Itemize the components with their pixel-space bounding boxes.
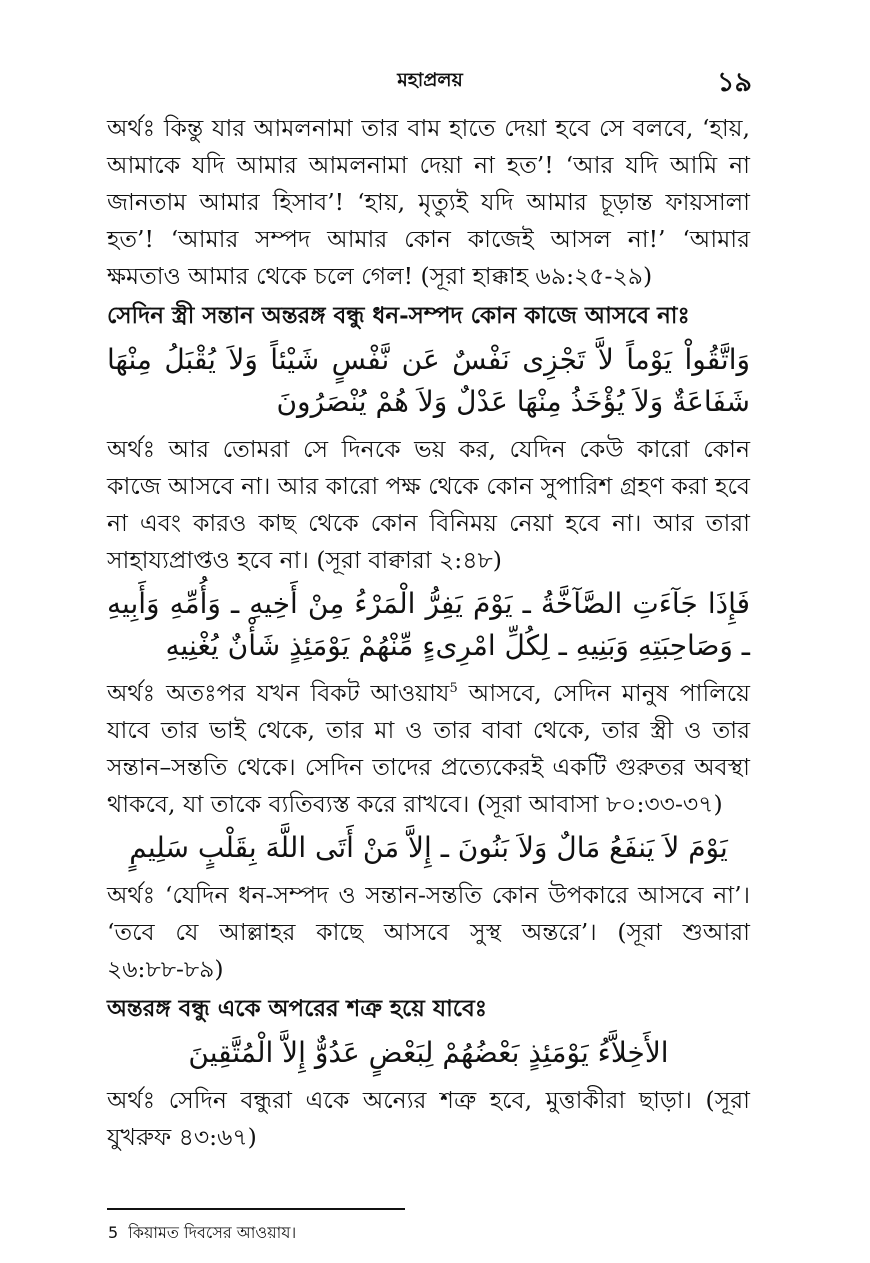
arabic-verse: وَاتَّقُواْ يَوْماً لاَّ تَجْزِى نَفْسٌ عَن نَّفْسٍ شَيْئاً وَلاَ يُقْبَلُ مِنْهَا شَفَاعَةٌ وَلاَ يُؤْخَذُ مِنْهَا عَدْلٌ وَلاَ هُمْ يُنْصَرُونَ	[107, 343, 750, 418]
page-header	[108, 62, 752, 96]
footnote-text: কিয়ামত দিবসের আওয়ায।	[128, 1223, 297, 1242]
arabic-verse: فَإِذَا جَآءَتِ الصَّآخَّةُ ـ يَوْمَ يَفِرُّ الْمَرْءُ مِنْ أَخِيهِ ـ وَأُمِّهِ وَأَبِيهِ ـ وَصَاحِبَتِهِ وَبَنِيهِ ـ لِكُلِّ امْرِىءٍ مِّنْهُمْ يَوْمَئِذٍ شَأْنٌ يُغْنِيهِ	[107, 587, 750, 662]
section-heading: অন্তরঙ্গ বন্ধু একে অপরের শত্রু হয়ে যাবেঃ	[107, 995, 488, 1022]
paragraph-text: অর্থঃ অতঃপর যখন বিকট আওয়ায	[107, 679, 450, 707]
translation-paragraph	[107, 675, 750, 823]
paragraph-text: আসবে, সেদিন মানুষ পালিয়ে যাবে তার ভাই থেকে, তার মা ও তার বাবা থেকে, তার স্ত্রী ও তার সন্তান–সন্ততি থেকে। সেদিন তাদের প্রত্যেকেরই একটি গুরুতর অবস্থা থাকবে, যা তাকে ব্যতিব্যস্ত করে রাখবে। (সূরা আবাসা ৮০:৩৩-৩৭)	[107, 679, 750, 818]
translation-paragraph: অর্থঃ কিন্তু যার আমলনামা তার বাম হাতে দেয়া হবে সে বলবে, ‘হায়, আমাকে যদি আমার আমলনামা দেয়া না হত’! ‘আর যদি আমি না জানতাম আমার হিসাব’! ‘হায়, মৃত্যুই যদি আমার চূড়ান্ত ফায়সালা হত’! ‘আমার সম্পদ আমার কোন কাজেই আসল না!’ ‘আমার ক্ষমতাও আমার থেকে চলে গেল! (সূরা হাক্কাহ ৬৯:২৫-২৯)	[107, 114, 750, 290]
footnote-divider	[107, 1208, 405, 1210]
translation-paragraph: অর্থঃ আর তোমরা সে দিনকে ভয় কর, যেদিন কেউ কারো কোন কাজে আসবে না। আর কারো পক্ষ থেকে কোন সুপারিশ গ্রহণ করা হবে না এবং কারও কাছ থেকে কোন বিনিময় নেয়া হবে না। আর তারা সাহায্যপ্রাপ্তও হবে না। (সূরা বাক্বারা ২:৪৮)	[107, 435, 750, 574]
footnote-reference[interactable]: 5	[449, 681, 458, 697]
running-title: মহাপ্রলয়	[397, 69, 463, 91]
footnote	[108, 1220, 296, 1247]
page-number: ১৯	[716, 67, 752, 98]
section-heading: সেদিন স্ত্রী সন্তান অন্তরঙ্গ বন্ধু ধন-সম্পদ কোন কাজে আসবে নাঃ	[107, 302, 690, 329]
page-body	[107, 110, 750, 1160]
translation-paragraph: অর্থঃ সেদিন বন্ধুরা একে অন্যের শত্রু হবে, মুত্তাকীরা ছাড়া। (সূরা যুখরুফ ৪৩:৬৭)	[107, 1086, 750, 1151]
arabic-verse: يَوْمَ لاَ يَنفَعُ مَالٌ وَلاَ بَنُونَ ـ إِلاَّ مَنْ أَتَى اللَّهَ بِقَلْبٍ سَلِيمٍ	[129, 831, 728, 864]
footnote-number: 5	[108, 1223, 119, 1242]
translation-paragraph: অর্থঃ ‘যেদিন ধন-সম্পদ ও সন্তান-সন্ততি কোন উপকারে আসবে না’। ‘তবে যে আল্লাহর কাছে আসবে সুস্থ অন্তরে’। (সূরা শুআরা ২৬:৮৮-৮৯)	[107, 881, 750, 983]
arabic-verse: الأَخِلاَّءُ يَوْمَئِذٍ بَعْضُهُمْ لِبَعْضٍ عَدُوٌّ إِلاَّ الْمُتَّقِينَ	[188, 1036, 669, 1069]
